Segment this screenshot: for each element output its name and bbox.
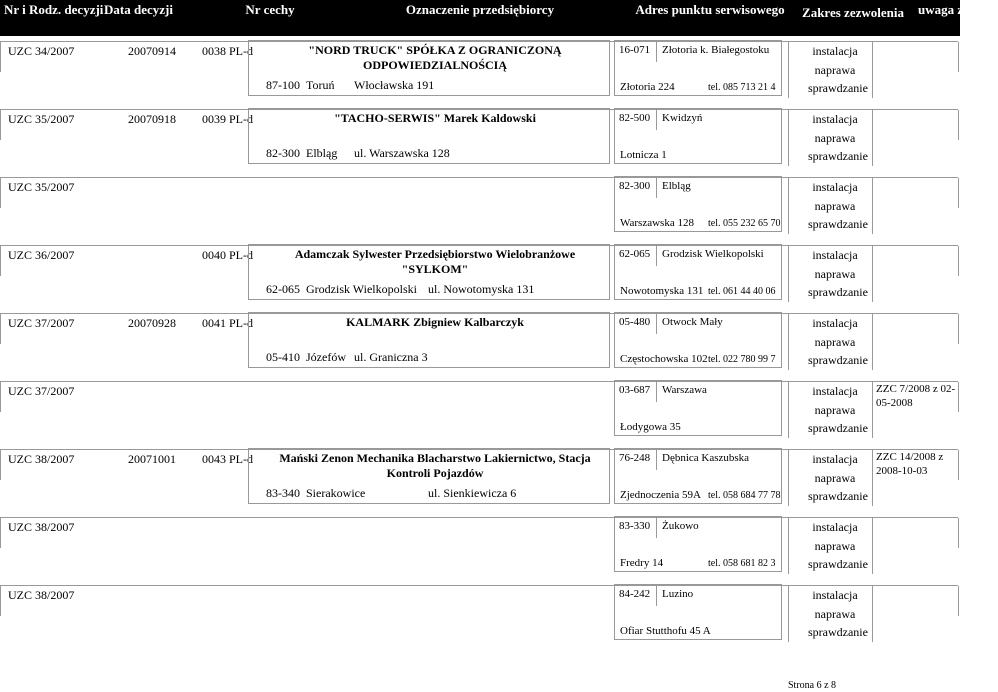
permissions-divider [788,518,789,574]
row-top-border [0,177,958,178]
permission-sprawdzanie: sprawdzanie [808,421,868,435]
entrepreneur-name: Adamczak Sylwester Przedsiębiorstwo Wielobranżowe "SYLKOM" [294,247,576,276]
address-street: ul. Sienkiewicza 6 [428,486,517,500]
notes-divider [872,586,873,642]
entrepreneur-name: "NORD TRUCK" SPÓŁKA Z OGRANICZONĄ ODPOWIEDZIALNOŚCIĄ [308,43,562,72]
row-left-border [0,586,1,616]
notes-divider [872,110,873,166]
service-zip: 05-480 [619,316,651,328]
record-row [0,314,960,382]
service-city: Żukowo [662,520,699,532]
service-city: Luzino [662,588,694,600]
address-city: Toruń [306,78,335,92]
service-zip: 03-687 [619,384,651,396]
mark-number: 0043 PL-d [202,452,253,466]
permissions-divider [788,42,789,98]
permission-instalacja: instalacja [812,180,858,194]
permission-naprawa: naprawa [814,539,856,553]
service-city: Grodzisk Wielkopolski [662,248,764,260]
service-street: Łodygowa 35 [620,421,681,433]
notes-divider [872,246,873,302]
decision-number: UZC 34/2007 [8,44,75,58]
service-phone: tel. 085 713 21 4 [708,82,776,93]
row-right-border [958,178,959,208]
permission-instalacja: instalacja [812,112,858,126]
service-phone: tel. 022 780 99 7 [708,354,776,365]
permission-instalacja: instalacja [812,384,858,398]
record-row [0,586,960,654]
permissions-divider [788,450,789,506]
row-top-border [0,585,958,586]
row-left-border [0,382,1,412]
service-zip-divider [656,110,657,130]
service-phone: tel. 058 684 77 78 [708,490,781,501]
mark-number: 0041 PL-d [202,316,253,330]
address-street: ul. Nowotomyska 131 [428,282,535,296]
page-footer: Strona 6 z 8 [788,680,837,691]
notes-divider [872,518,873,574]
address-city: Elbląg [306,146,338,160]
service-city: Kwidzyń [662,112,703,124]
decision-number: UZC 38/2007 [8,520,75,534]
service-street: Fredry 14 [620,557,664,569]
service-zip-divider [656,586,657,606]
permission-instalacja: instalacja [812,316,858,330]
row-left-border [0,314,1,344]
permissions-divider [788,314,789,370]
service-city: Otwock Mały [662,316,723,328]
permission-sprawdzanie: sprawdzanie [808,217,868,231]
permission-naprawa: naprawa [814,335,856,349]
service-street: Zjednoczenia 59A [620,489,701,501]
service-street: Złotoria 224 [620,81,675,93]
permission-sprawdzanie: sprawdzanie [808,489,868,503]
record-row [0,382,960,450]
row-right-border [958,586,959,616]
address-zip: 62-065 [266,282,300,296]
permissions-divider [788,586,789,642]
row-right-border [958,450,959,480]
permission-sprawdzanie: sprawdzanie [808,81,868,95]
header-decision-number: Nr i Rodz. decyzji [4,2,104,17]
service-zip: 84-242 [619,588,651,600]
row-left-border [0,42,1,72]
permission-naprawa: naprawa [814,267,856,281]
service-zip: 62-065 [619,248,651,260]
address-zip: 83-340 [266,486,300,500]
decision-date: 20070928 [128,316,176,330]
decision-number: UZC 36/2007 [8,248,75,262]
service-zip: 76-248 [619,452,651,464]
permission-instalacja: instalacja [812,520,858,534]
service-phone: tel. 061 44 40 06 [708,286,776,297]
permission-instalacja: instalacja [812,248,858,262]
service-zip: 83-330 [619,520,651,532]
service-phone: tel. 058 681 82 3 [708,558,776,569]
permission-naprawa: naprawa [814,131,856,145]
service-city: Złotoria k. Białegostoku [662,44,770,56]
service-zip: 82-300 [619,180,651,192]
permission-naprawa: naprawa [814,403,856,417]
permission-naprawa: naprawa [814,199,856,213]
header-service-address: Adres punktu serwisowego [635,2,785,17]
header-permit-scope: Zakres zezwolenia [802,5,904,20]
decision-number: UZC 35/2007 [8,112,75,126]
address-street: ul. Warszawska 128 [354,146,450,160]
record-row [0,42,960,110]
service-city: Elbląg [662,180,691,192]
row-right-border [958,518,959,548]
decision-number: UZC 37/2007 [8,384,75,398]
permission-sprawdzanie: sprawdzanie [808,285,868,299]
record-row [0,518,960,586]
decision-number: UZC 35/2007 [8,180,75,194]
notes-divider [872,450,873,506]
decision-date: 20071001 [128,452,176,466]
permission-instalacja: instalacja [812,588,858,602]
address-zip: 87-100 [266,78,300,92]
service-zip-divider [656,42,657,62]
record-row [0,450,960,518]
permissions-divider [788,246,789,302]
header-mark-number: Nr cechy [245,2,295,17]
notes-divider [872,382,873,438]
service-city: Warszawa [662,384,707,396]
service-zip-divider [656,314,657,334]
service-street: Nowotomyska 131 [620,285,704,297]
header-note: uwaga zmiana [918,2,998,17]
mark-number: 0038 PL-d [202,44,253,58]
address-street: ul. Graniczna 3 [354,350,428,364]
entrepreneur-name: KALMARK Zbigniew Kalbarczyk [346,315,524,329]
service-zip-divider [656,246,657,266]
address-city: Grodzisk Wielkopolski [306,282,417,296]
service-street: Ofiar Stutthofu 45 A [620,625,711,637]
entrepreneur-name: "TACHO-SERWIS" Marek Kaldowski [334,111,536,125]
permission-instalacja: instalacja [812,452,858,466]
address-city: Józefów [306,350,346,364]
entrepreneur-name: Mański Zenon Mechanika Blacharstwo Lakiernictwo, Stacja Kontroli Pojazdów [279,451,591,480]
mark-number: 0039 PL-d [202,112,253,126]
service-zip-divider [656,518,657,538]
row-left-border [0,110,1,140]
row-right-border [958,382,959,412]
header-decision-date: Data decyzji [104,2,173,17]
service-street: Lotnicza 1 [620,149,667,161]
row-left-border [0,178,1,208]
service-zip-divider [656,178,657,198]
record-row [0,178,960,246]
row-left-border [0,450,1,480]
address-zip: 05-410 [266,350,300,364]
row-right-border [958,42,959,72]
row-right-border [958,246,959,276]
address-zip: 82-300 [266,146,300,160]
row-top-border [0,517,958,518]
service-zip-divider [656,450,657,470]
notes-divider [872,42,873,98]
service-zip: 16-071 [619,44,651,56]
permission-instalacja: instalacja [812,44,858,58]
decision-number: UZC 37/2007 [8,316,75,330]
record-row [0,246,960,314]
service-zip: 82-500 [619,112,651,124]
permissions-divider [788,178,789,234]
header-entrepreneur: Oznaczenie przedsiębiorcy [405,2,555,17]
table-header [0,0,998,36]
permission-naprawa: naprawa [814,471,856,485]
address-street: Włocławska 191 [354,78,435,92]
decision-date: 20070914 [128,44,176,58]
permission-sprawdzanie: sprawdzanie [808,625,868,639]
service-street: Warszawska 128 [620,217,694,229]
decision-number: UZC 38/2007 [8,588,75,602]
row-right-border [958,314,959,344]
decision-date: 20070918 [128,112,176,126]
row-left-border [0,518,1,548]
permission-sprawdzanie: sprawdzanie [808,557,868,571]
permission-naprawa: naprawa [814,63,856,77]
service-phone: tel. 055 232 65 70 [708,218,781,229]
row-right-border [958,110,959,140]
service-street: Częstochowska 102 [620,353,708,365]
row-top-border [0,381,958,382]
address-city: Sierakowice [306,486,366,500]
record-row [0,110,960,178]
mark-number: 0040 PL-d [202,248,253,262]
row-left-border [0,246,1,276]
permission-sprawdzanie: sprawdzanie [808,353,868,367]
decision-number: UZC 38/2007 [8,452,75,466]
permissions-divider [788,110,789,166]
notes-divider [872,178,873,234]
service-city: Dębnica Kaszubska [662,452,750,464]
permissions-divider [788,382,789,438]
record-note: ZZC 7/2008 z 02-05-2008 [876,383,956,409]
service-zip-divider [656,382,657,402]
permission-naprawa: naprawa [814,607,856,621]
record-note: ZZC 14/2008 z 2008-10-03 [876,451,944,477]
permission-sprawdzanie: sprawdzanie [808,149,868,163]
notes-divider [872,314,873,370]
